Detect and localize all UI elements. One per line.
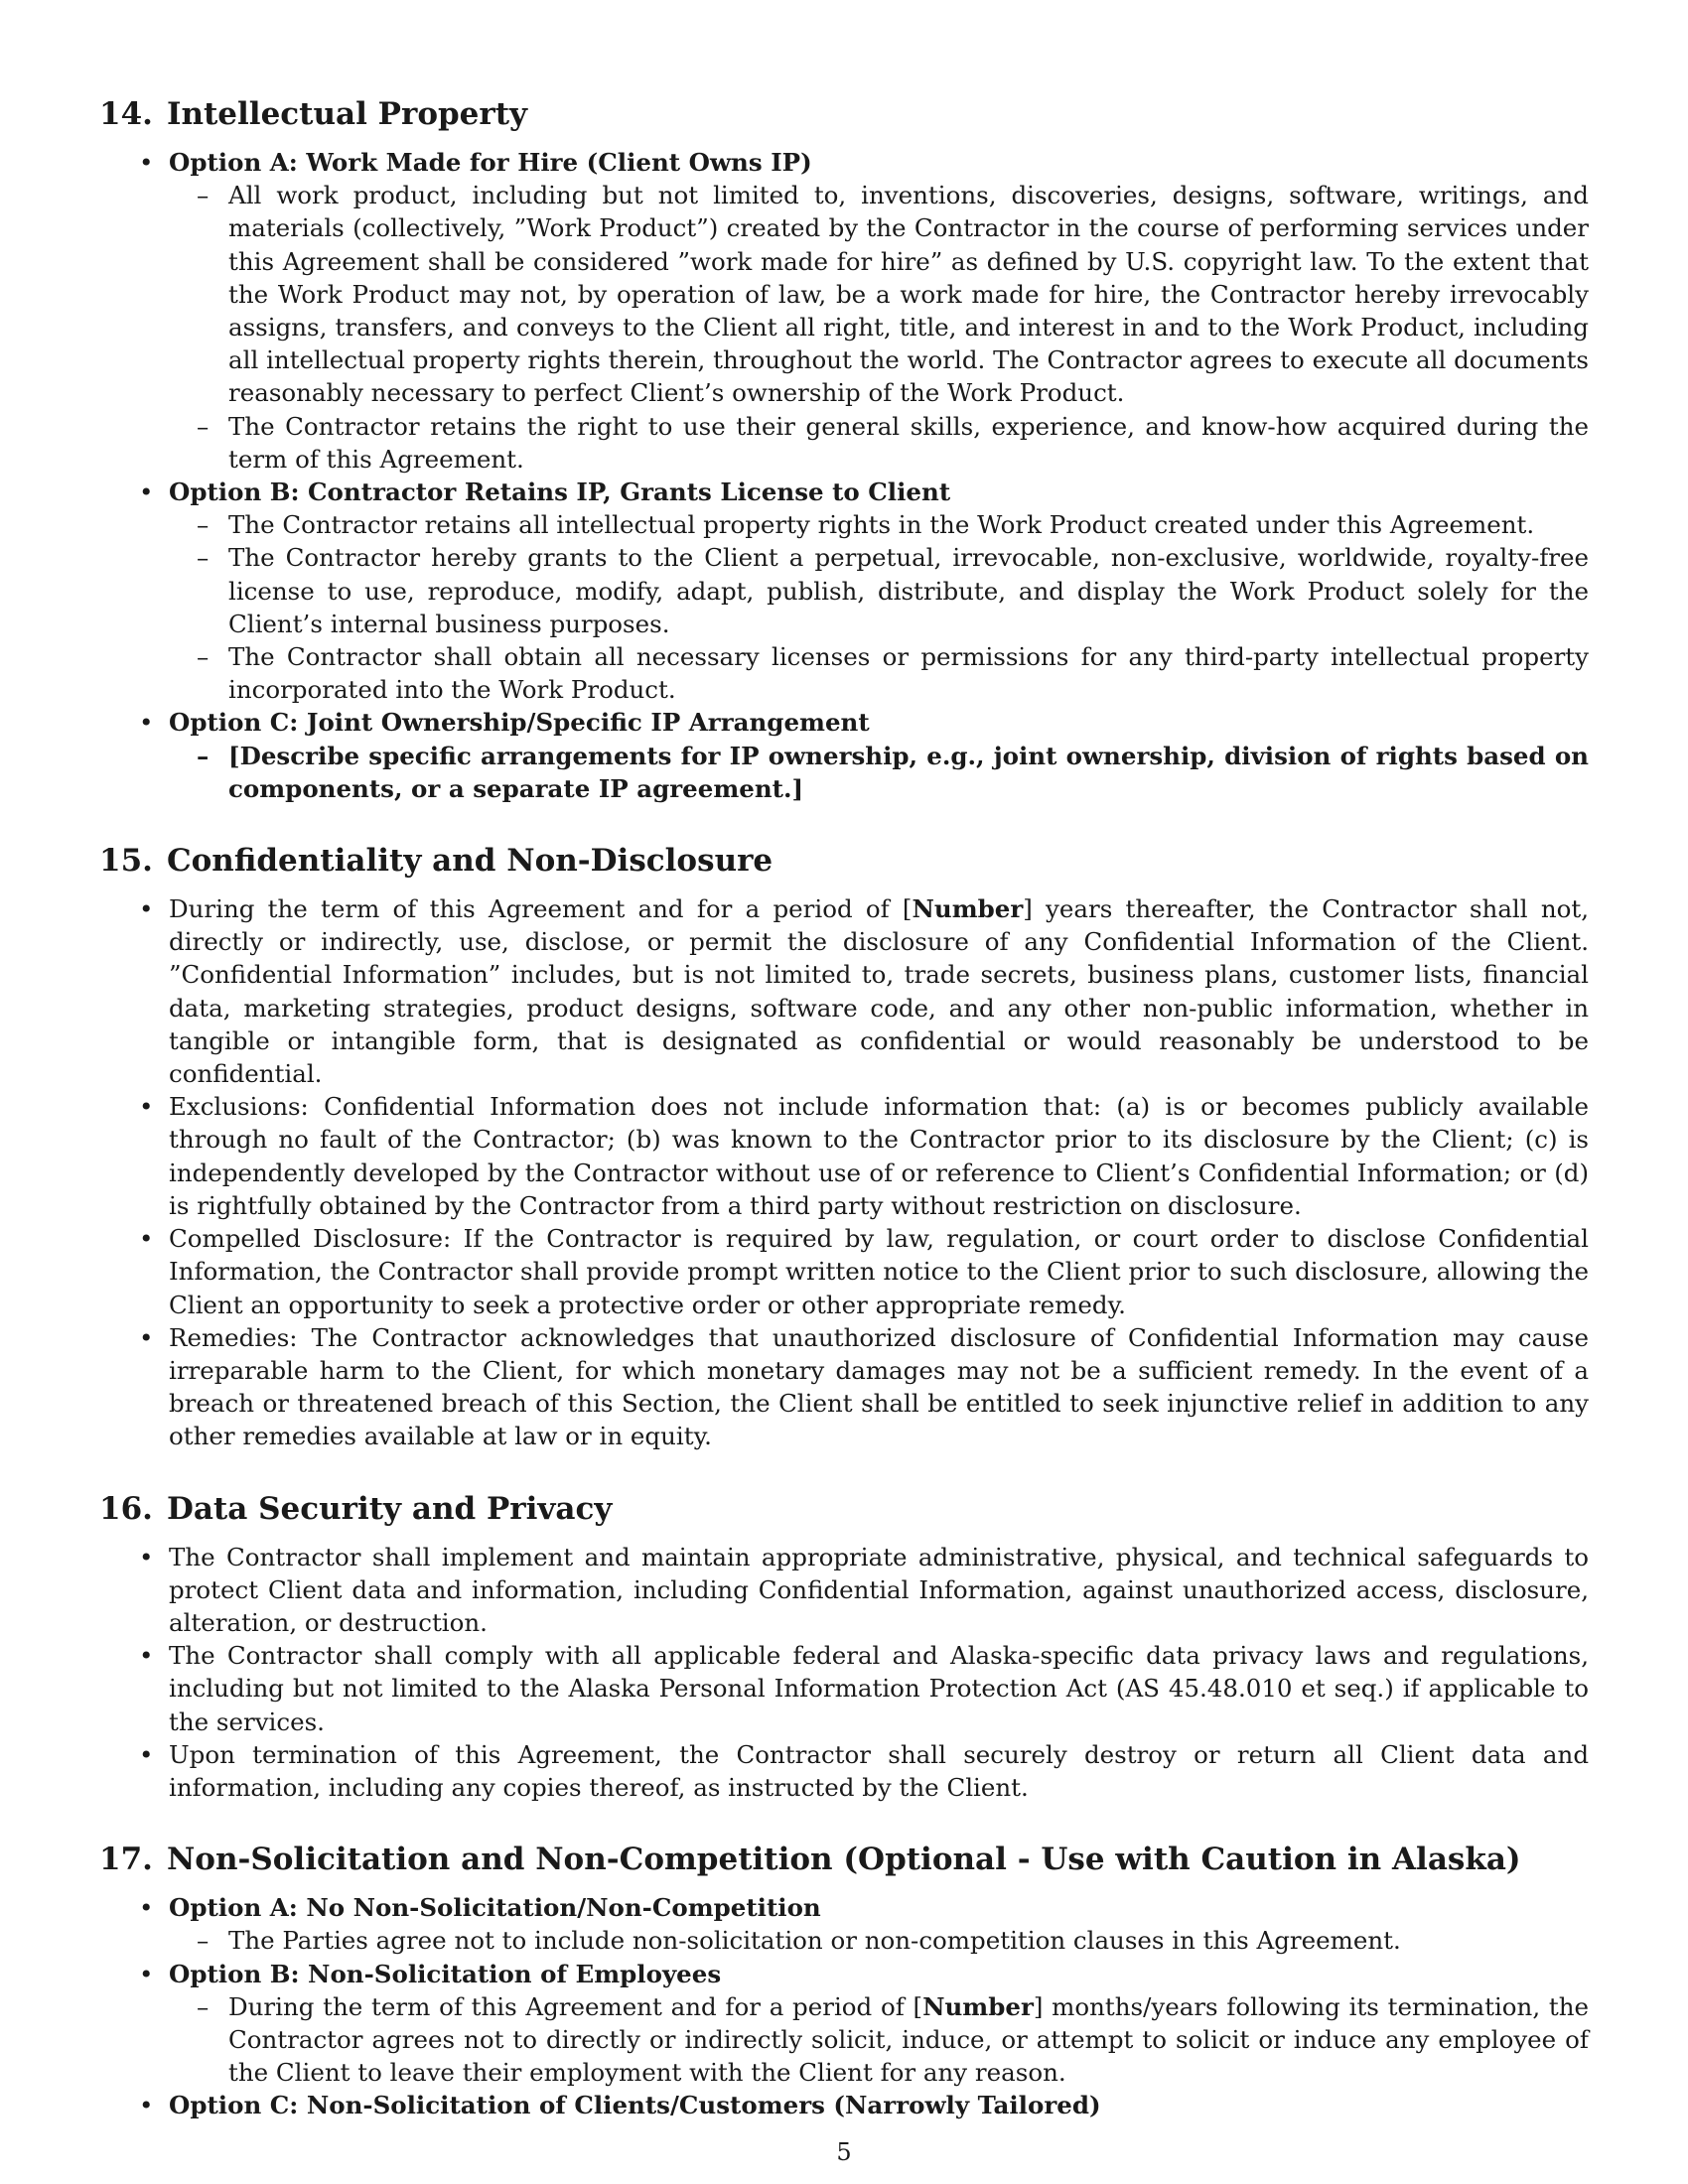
bullet-icon: • (139, 1959, 154, 1988)
dash-icon: – (197, 510, 210, 540)
page-number: 5 (836, 2138, 852, 2166)
sub-item (169, 179, 1589, 409)
dash-icon: – (197, 181, 210, 210)
section-number: 16. (99, 1490, 153, 1527)
list-item (99, 1958, 1589, 2090)
list-item (99, 892, 1589, 1090)
section-heading (99, 1840, 1589, 1879)
sub-item-text: The Contractor retains all intellectual property rights in the Work Product created under this Agreement. (228, 510, 1535, 540)
sub-item-text: The Parties agree not to include non-solicitation or non-competition clauses in this Agreement. (228, 1926, 1401, 1956)
sub-item-text: All work product, including but not limited to, inventions, discoveries, designs, software, writings, and materials (collectively, ”Work Product”) created by the Contractor in the course of performing services under this Agreement shall be considered ”work made for hire” as defined by U.S. copyright law. To the extent that the Work Product may not, by operation of law, be a work made for hire, the Contractor hereby irrevocably assigns, transfers, and conveys to the Client all right, title, and interest in and to the Work Product, including all intellectual property rights therein, throughout the world. The Contractor agrees to execute all documents reasonably necessary to perfect Client’s ownership of the Work Product. (228, 181, 1589, 408)
dash-icon: – (197, 1926, 210, 1956)
bullet-list (99, 1541, 1589, 1805)
bullet-icon: • (139, 1893, 154, 1923)
list-item (99, 2089, 1589, 2121)
option-list (99, 146, 1589, 805)
bullet-list (99, 892, 1589, 1452)
bullet-icon: • (139, 1322, 154, 1352)
list-item (99, 1738, 1589, 1804)
text-run: During the term of this Agreement and for a period of [ (228, 1991, 923, 2021)
dash-icon: – (197, 543, 210, 573)
placeholder-field: Number (922, 1991, 1034, 2021)
sub-item (169, 541, 1589, 640)
text-run: Compelled Disclosure: If the Contractor is required by law, regulation, or court order to disclose Confidential Information, the Contractor shall provide prompt written notice to the Client prior to such disclosure, allowing the Client an opportunity to seek a protective order or other appropriate remedy. (169, 1224, 1589, 1319)
text-run: Remedies: The Contractor acknowledges that unauthorized disclosure of Confidential Information may cause irreparable harm to the Client, for which monetary damages may not be a sufficient remedy. In the event of a breach or threatened breach of this Section, the Client shall be entitled to seek injunctive relief in addition to any other remedies available at law or in equity. (169, 1322, 1589, 1451)
text-run: The Contractor shall implement and maintain appropriate administrative, physical, and technical safeguards to protect Client data and information, including Confidential Information, against unauthorized access, disclosure, alteration, or destruction. (169, 1542, 1589, 1637)
option-list (99, 1891, 1589, 2121)
option-title: Option B: Contractor Retains IP, Grants License to Client (169, 478, 951, 507)
text-run: The Contractor shall comply with all applicable federal and Alaska-specific data privacy laws and regulations, including but not limited to the Alaska Personal Information Protection Act (AS 45.48.010 et seq.) if applicable to the services. (169, 1641, 1589, 1736)
bullet-icon: • (139, 2091, 154, 2120)
dash-icon: – (197, 642, 210, 672)
section-title: Confidentiality and Non-Disclosure (166, 843, 774, 880)
sub-list (169, 508, 1589, 706)
option-title: Option B: Non-Solicitation of Employees (169, 1959, 722, 1988)
section-number: 17. (99, 1842, 153, 1878)
sub-item-text: The Contractor hereby grants to the Client a perpetual, irrevocable, non-exclusive, worldwide, royalty-free license to use, reproduce, modify, adapt, publish, distribute, and display the Work Product solely for the Client’s internal business purposes. (228, 543, 1589, 638)
option-title: Option C: Joint Ownership/Specific IP Arrangement (169, 708, 870, 738)
sub-list (169, 1990, 1589, 2090)
section-title: Data Security and Privacy (166, 1490, 613, 1527)
bullet-icon: • (139, 1739, 154, 1769)
text-run: Upon termination of this Agreement, the Contractor shall securely destroy or return all Client data and information, including any copies thereof, as instructed by the Client. (169, 1739, 1589, 1802)
placeholder-field: Number (912, 894, 1024, 924)
list-item (99, 1541, 1589, 1640)
sub-list (169, 740, 1589, 805)
dash-icon: – (197, 741, 210, 770)
bullet-icon: • (139, 1224, 154, 1254)
list-item (99, 1639, 1589, 1738)
sub-item-text: The Contractor retains the right to use their general skills, experience, and know-how acquired during the term of this Agreement. (228, 411, 1589, 474)
list-item (99, 1090, 1589, 1222)
section-16 (99, 1489, 1589, 1805)
bullet-icon: • (139, 1542, 154, 1571)
bullet-icon: • (139, 478, 154, 507)
sub-item (169, 410, 1589, 476)
bullet-icon: • (139, 1641, 154, 1671)
option-title: Option C: Non-Solicitation of Clients/Customers (Narrowly Tailored) (169, 2091, 1101, 2120)
document-body (99, 94, 1589, 2122)
section-14 (99, 94, 1589, 805)
list-item (99, 1321, 1589, 1453)
section-17 (99, 1840, 1589, 2121)
section-heading (99, 841, 1589, 881)
dash-icon: – (197, 1991, 210, 2021)
sub-list (169, 179, 1589, 476)
option-title: Option A: No Non-Solicitation/Non-Competition (169, 1893, 821, 1923)
sub-item (169, 740, 1589, 805)
bullet-icon: • (139, 148, 154, 177)
sub-list (169, 1924, 1589, 1957)
list-item (99, 476, 1589, 706)
section-number: 14. (99, 96, 153, 132)
section-title: Intellectual Property (166, 96, 528, 132)
sub-item (169, 1924, 1589, 1957)
section-heading (99, 1489, 1589, 1529)
sub-item (169, 640, 1589, 706)
sub-item-text: [Describe specific arrangements for IP ownership, e.g., joint ownership, division of rights based on components, or a separate IP agreement.] (228, 741, 1589, 803)
bullet-icon: • (139, 708, 154, 738)
text-run: ] years thereafter, the Contractor shall not, directly or indirectly, use, disclose, or permit the disclosure of any Confidential Information of the Client. ”Confidential Information” includes, but is not limited to, trade secrets, business plans, customer lists, financial data, marketing strategies, product designs, software code, and any other non-public information, whether in tangible or intangible form, that is designated as confidential or would reasonably be understood to be confidential. (169, 894, 1589, 1089)
text-run: ] months/years following its termination, the Contractor agrees not to directly or indirectly solicit, induce, or attempt to solicit or induce any employee of the Client to leave their employment with the Client for any reason. (228, 1991, 1589, 2088)
list-item (99, 146, 1589, 476)
option-title: Option A: Work Made for Hire (Client Owns IP) (169, 148, 812, 177)
section-heading (99, 94, 1589, 134)
section-number: 15. (99, 843, 153, 880)
section-title: Non-Solicitation and Non-Competition (Optional - Use with Caution in Alaska) (166, 1842, 1521, 1878)
dash-icon: – (197, 411, 210, 441)
bullet-icon: • (139, 1092, 154, 1122)
sub-item (169, 1990, 1589, 2090)
text-run: During the term of this Agreement and for a period of [ (169, 894, 913, 924)
bullet-icon: • (139, 894, 154, 924)
text-run: Exclusions: Confidential Information does not include information that: (a) is or becomes publicly available through no fault of the Contractor; (b) was known to the Contractor prior to its disclosure by the Client; (c) is independently developed by the Contractor without use of or reference to Client’s Confidential Information; or (d) is rightfully obtained by the Contractor from a third party without restriction on disclosure. (169, 1092, 1589, 1220)
list-item (99, 1891, 1589, 1957)
list-item (99, 706, 1589, 805)
sub-item-text: The Contractor shall obtain all necessary licenses or permissions for any third-party intellectual property incorporated into the Work Product. (228, 642, 1589, 705)
sub-item (169, 508, 1589, 541)
list-item (99, 1222, 1589, 1321)
section-15 (99, 841, 1589, 1452)
